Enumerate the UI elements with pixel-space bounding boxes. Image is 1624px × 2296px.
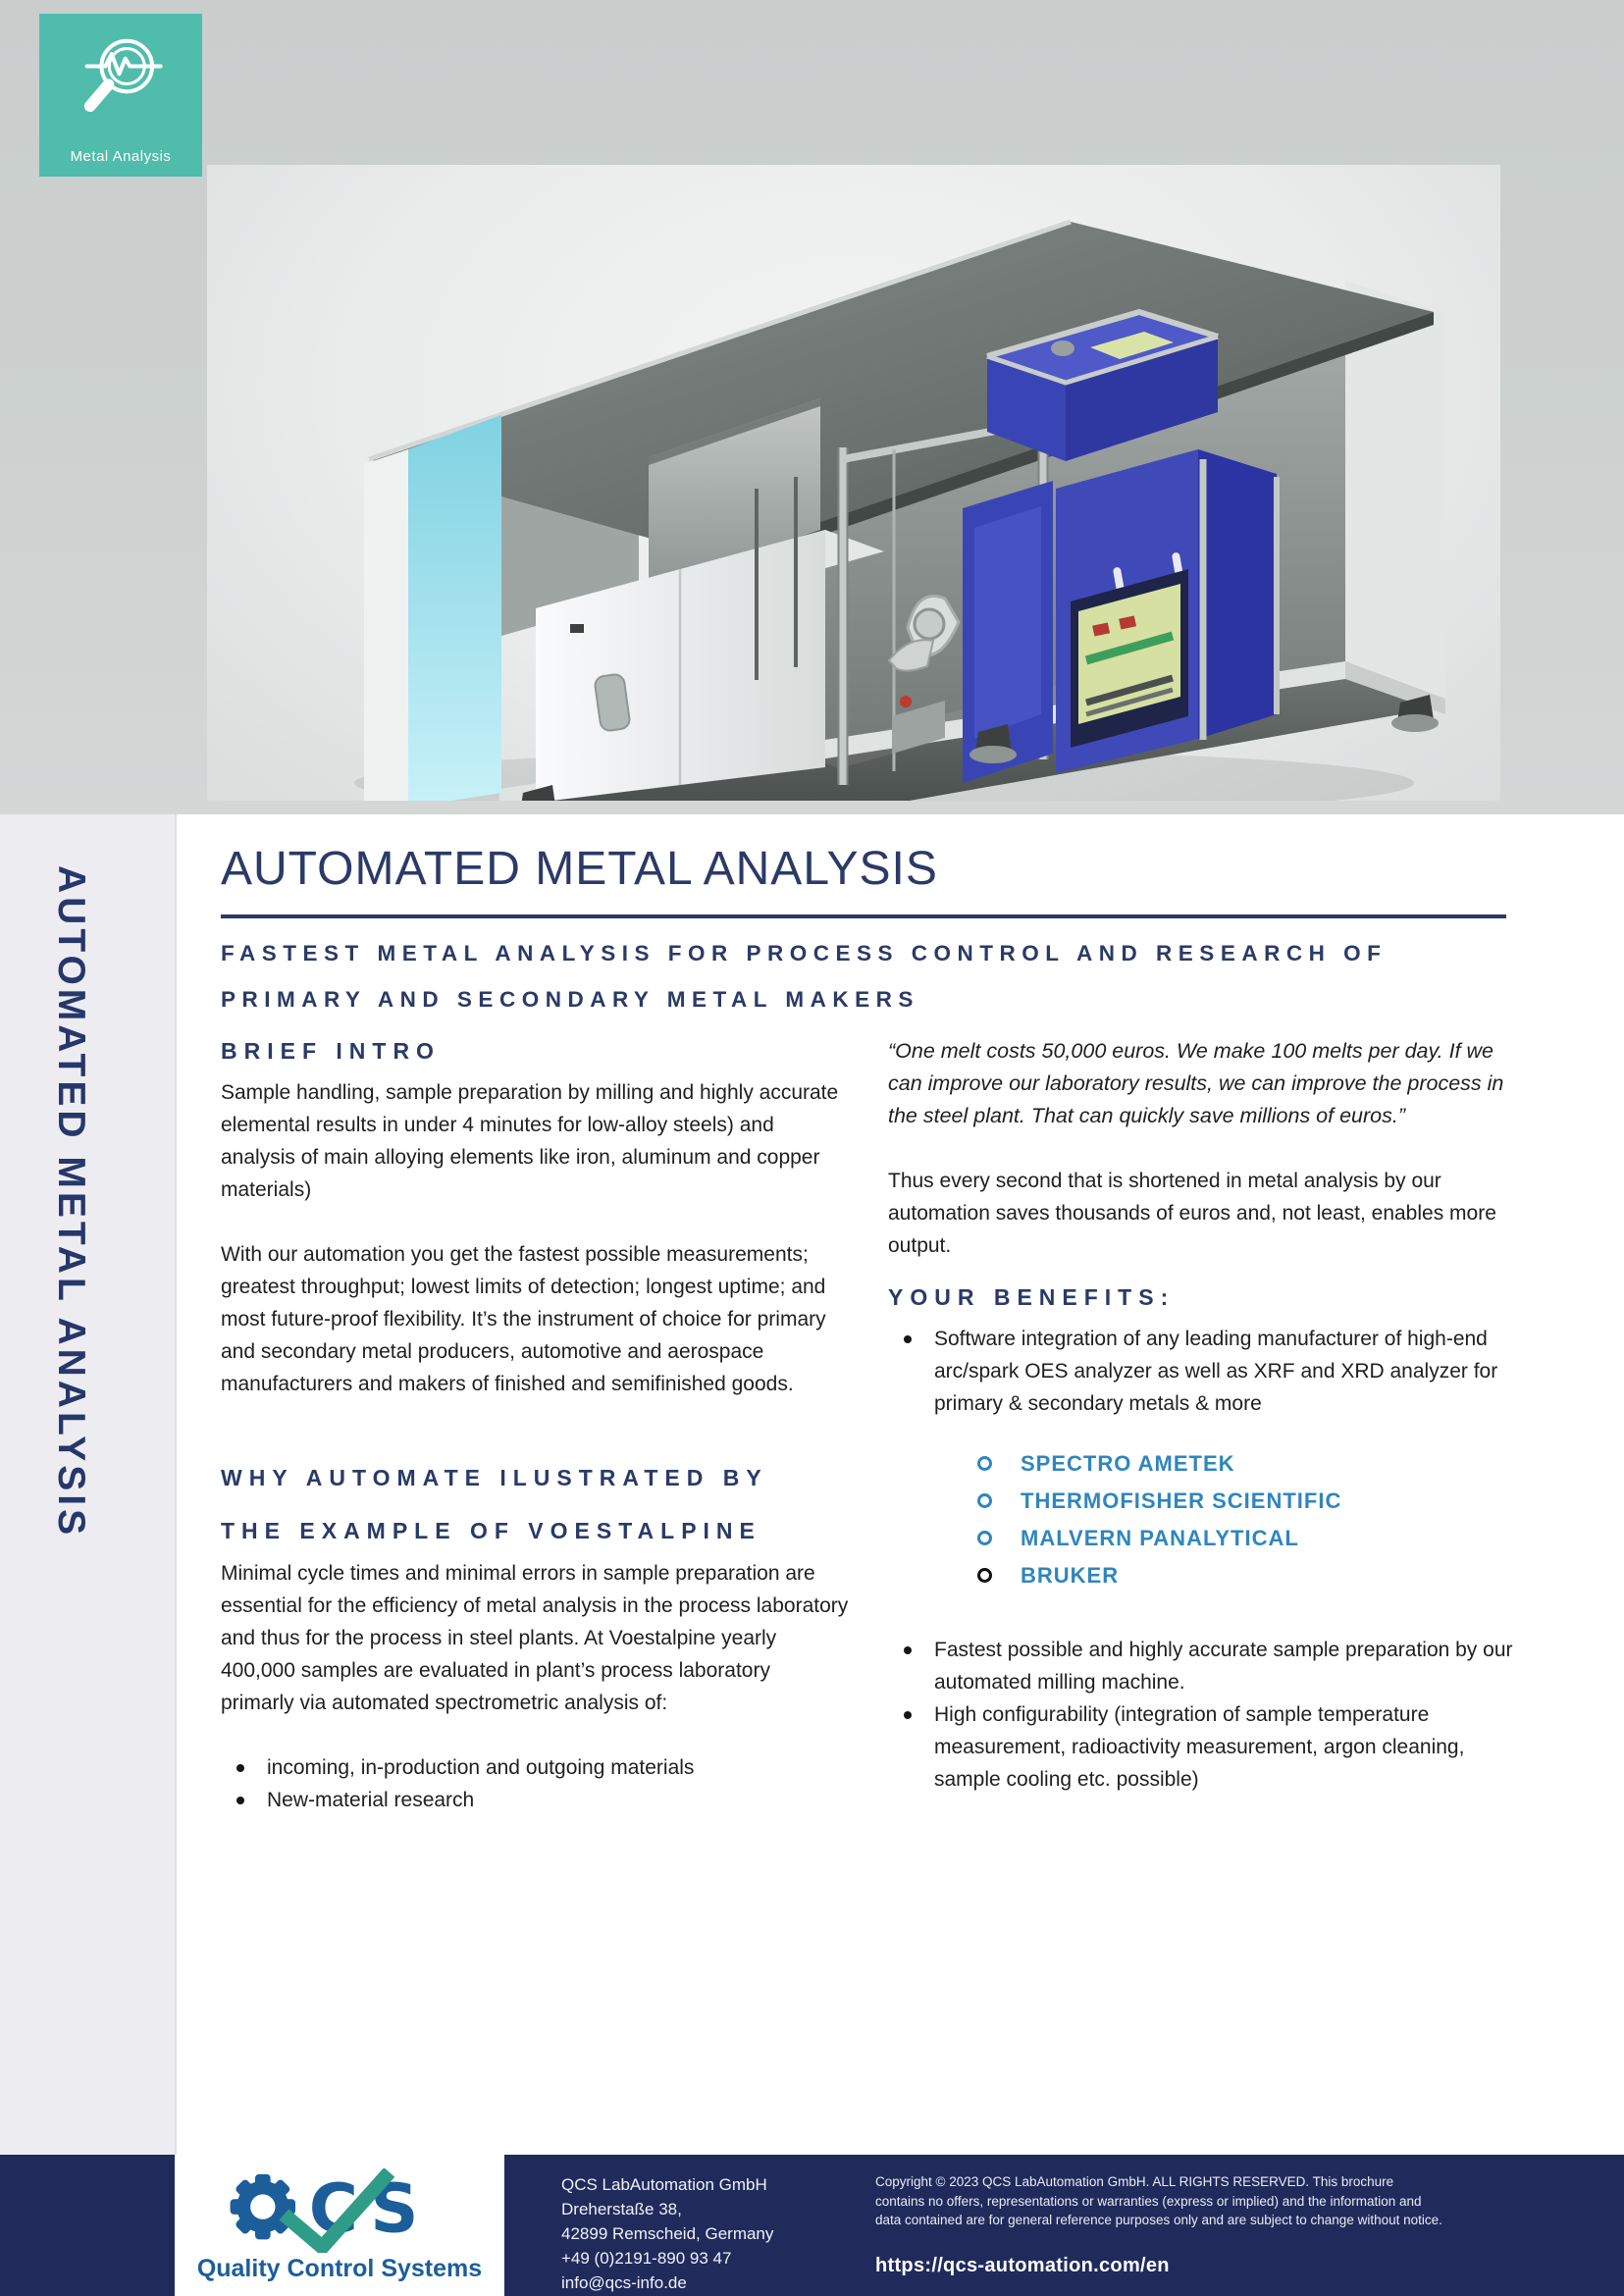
manufacturer-item: BRUKER: [971, 1564, 1516, 1588]
why-heading-line-2: THE EXAMPLE OF VOESTALPINE: [221, 1518, 761, 1543]
contact-email[interactable]: info@qcs-info.de: [561, 2273, 687, 2292]
metal-analysis-badge: [39, 14, 202, 177]
benefit-item: High configurability (integration of sample temperature measurement, radioactivity measurement, argon cleaning, sample cooling etc. possible): [888, 1698, 1516, 1796]
brief-intro-paragraph-2: With our automation you get the fastest possible measurements; greatest throughput; lowest limits of detection; longest uptime; and most future-proof flexibility. It’s the instrument of choice for primary and secondary metal producers, automotive and aerospace manufacturers and makers of finished and semifinished goods.: [221, 1243, 826, 1395]
page-subtitle: [221, 930, 1516, 1022]
manufacturer-item: THERMOFISHER SCIENTIFIC: [971, 1489, 1516, 1513]
hero-section: [0, 0, 1624, 814]
svg-text:S: S: [370, 2170, 419, 2248]
why-automate-paragraph: Minimal cycle times and minimal errors in sample preparation are essential for the efficiency of metal analysis in the process laboratory and thus for the process in steel plants. At Voestalpine yearly 400,000 samples are evaluated in plant’s process laboratory primarly via automated spectrometric analysis of:: [221, 1562, 849, 1714]
title-divider: [221, 914, 1506, 918]
list-item: incoming, in-production and outgoing materials: [221, 1751, 849, 1784]
machine-illustration: [207, 165, 1500, 801]
contact-line: QCS LabAutomation GmbH: [561, 2175, 767, 2194]
manufacturers-list: [971, 1452, 1516, 1588]
contact-line: Dreherstaße 38,: [561, 2200, 682, 2218]
materials-list: [221, 1751, 849, 1816]
benefits-list: [888, 1323, 1516, 1420]
footer-logo-panel: [175, 2155, 504, 2296]
logo-tagline: Quality Control Systems: [196, 2254, 483, 2282]
why-heading-line-1: WHY AUTOMATE ILUSTRATED BY: [221, 1465, 768, 1490]
left-outer-edge: [364, 449, 408, 801]
manufacturer-item: MALVERN PANALYTICAL: [971, 1527, 1516, 1550]
page-title: AUTOMATED METAL ANALYSIS: [221, 843, 938, 895]
list-item: New-material research: [221, 1784, 849, 1816]
customer-quote: “One melt costs 50,000 euros. We make 100 melts per day. If we can improve our laboratory results, we can improve the process in the steel plant. That can quickly save millions of euros.”: [888, 1039, 1504, 1127]
brief-intro-heading: BRIEF INTRO: [221, 1038, 441, 1064]
footer: [0, 2155, 1624, 2296]
thus-paragraph: Thus every second that is shortened in metal analysis by our automation saves thousands of euros and, not least, enables more output.: [888, 1170, 1496, 1257]
cyan-wall: [408, 415, 501, 801]
manufacturer-item: SPECTRO AMETEK: [971, 1452, 1516, 1476]
subtitle-line-2: PRIMARY AND SECONDARY METAL MAKERS: [221, 987, 919, 1012]
brief-intro-paragraph-1: Sample handling, sample preparation by milling and highly accurate elemental results in under 4 minutes for low-alloy steels) and analysis of main alloying elements like iron, aluminum and copper materials): [221, 1081, 839, 1201]
right-column: [888, 1025, 1516, 1796]
vertical-page-title: AUTOMATED METAL ANALYSIS: [50, 865, 92, 1539]
magnifier-pulse-icon: [72, 29, 170, 128]
copyright-text: Copyright © 2023 QCS LabAutomation GmbH. ALL RIGHTS RESERVED. This brochure contains no offers, representations or warranties (express or implied) and the information and data contained are for general reference purposes only and are subject to change without notice.: [875, 2174, 1442, 2227]
footer-contact: [561, 2172, 773, 2295]
badge-label: Metal Analysis: [70, 148, 172, 165]
machine-photo: [207, 165, 1500, 801]
left-sidebar: [0, 814, 177, 2155]
benefits-list-2: [888, 1634, 1516, 1796]
contact-line: 42899 Remscheid, Germany: [561, 2224, 774, 2243]
subtitle-line-1: FASTEST METAL ANALYSIS FOR PROCESS CONTROL AND RESEARCH OF: [221, 941, 1388, 965]
gear-q: [231, 2173, 295, 2238]
benefit-item: Fastest possible and highly accurate sample preparation by our automated milling machine.: [888, 1634, 1516, 1698]
benefits-heading: YOUR BENEFITS:: [888, 1284, 1176, 1310]
qcs-logo: [224, 2168, 455, 2253]
website-link[interactable]: https://qcs-automation.com/en: [875, 2255, 1170, 2276]
benefit-item: Software integration of any leading manufacturer of high-end arc/spark OES analyzer as well as XRF and XRD analyzer for primary & secondary metals & more: [888, 1323, 1516, 1420]
content-area: [177, 814, 1624, 2155]
why-automate-heading: [221, 1451, 849, 1557]
svg-text:C: C: [308, 2170, 358, 2248]
left-column: [221, 1025, 849, 1816]
contact-line: +49 (0)2191-890 93 47: [561, 2249, 732, 2268]
